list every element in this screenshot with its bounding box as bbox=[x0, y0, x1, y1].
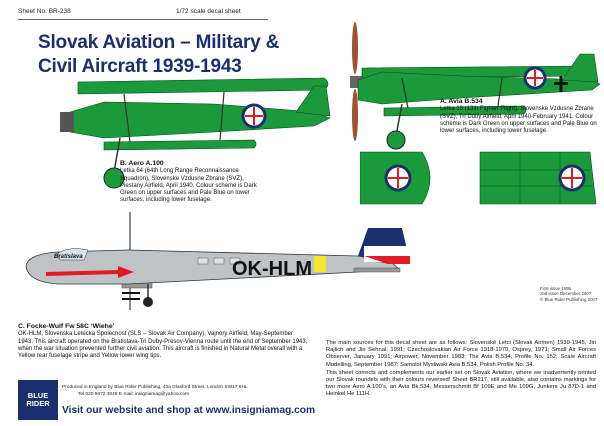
avia-caption bbox=[440, 98, 600, 135]
fw58-heading: C. Focke-Wulf Fw 58C ‘Wiehe’ bbox=[18, 323, 115, 330]
sources-paragraph-1: The main sources for this decal sheet are as follows: Slovenské Letci (Slovak Airmen) 1939-1945, Jiri Rajlich and Jiri Sehnal, 1991; Czechoslovakian Air Force 1918-1970, Osprey, 1971; Small Air Forces Observer, January 1991; Airpower, November 1983; The Avia B.534, Profile No. 152; Scale Aircraft Modelling, September 1987; Samolot Mysliwski Avia B.534, Polish Profile No. 34. bbox=[326, 340, 596, 368]
producer-contact: Tel 020 8672 3049 E-mail: insigniamag@yahoo.com bbox=[78, 392, 189, 397]
blue-rider-logo bbox=[18, 380, 58, 420]
fw58-profile bbox=[18, 210, 418, 320]
aero-description: Letka 64 (64th Long Range Reconnaissance Squadron), Slovenske Vzdusne Zbrane (SVZ), Piestany Airfield, April 1940. Colour scheme is Dark Green on upper surfaces and Pale Blue on lower surfaces, including lower fuselage. bbox=[120, 168, 257, 204]
aero-caption bbox=[120, 160, 262, 205]
avia-description: Letka 13 (13th Fighter Flight), Slovenske Vzdusne Zbrane (SVZ), Tri Duby Airfield, April 1940-February 1941. Colour scheme is Dark Green on upper surfaces and Pale Blue on lower surfaces, including lower fuselage. bbox=[440, 106, 597, 135]
fw58-registration: OK-HLM bbox=[232, 258, 312, 280]
issue-line1: First issue 1995 bbox=[540, 286, 571, 291]
website-link[interactable]: Visit our website and shop at www.insigniamag.com bbox=[62, 405, 316, 416]
fw58-nose-name: Bratislava bbox=[54, 254, 83, 260]
logo-line2: RIDER bbox=[26, 399, 50, 408]
sources-text bbox=[326, 340, 596, 399]
producer-address: Produced in England by Blue Rider Publishing, 43a Glasford Street, London SW17 9HL bbox=[62, 385, 248, 390]
fw58-description: OK-HLM, Slovenska Letecka Spolecnost (SLS – Slovak Air Company), Vajnory Airfield, May-September 1943. This aircraft operated on the Bratislava-Tri Duby-Presov-Vienna route until the end of September 1943, when the war situation prevented further civil aviation. This aircraft is finished in Natural Metal overall with a Yellow rear fuselage stripe and Yellow lower wing tips. bbox=[18, 331, 308, 360]
sheet-scale: 1/72 scale decal sheet bbox=[176, 8, 241, 15]
avia-heading: A. Avia B.534 bbox=[440, 98, 483, 105]
sheet-title-line2: Civil Aircraft 1939-1943 bbox=[38, 56, 242, 77]
aero-heading: B. Aero A.100 bbox=[120, 160, 164, 167]
issue-info bbox=[540, 286, 597, 302]
fw58-caption bbox=[18, 323, 308, 360]
issue-line2: 2nd issue December 2007 bbox=[540, 291, 592, 297]
sheet-number: Sheet No. BR-238 bbox=[18, 8, 71, 15]
header-rule bbox=[18, 19, 268, 20]
wing-planforms bbox=[360, 146, 604, 210]
sheet-title-line1: Slovak Aviation – Military & bbox=[38, 32, 280, 53]
issue-line3: © Blue Rider Publishing 2007 bbox=[540, 296, 598, 302]
sources-paragraph-2: This sheet corrects and complements our earlier set on Slovak Aviation, where we inadvertently printed our Slovak roundels with their colours reversed! Sheet BR217, still available, also contains markings for two more Aero A.100’s, an Avia Bk.534, Messerschmitt Bf 109E and Me 109G, Junkers Ju 87D-1 and Heinkel He 111H. bbox=[326, 369, 596, 398]
logo-line1: BLUE bbox=[27, 391, 49, 400]
